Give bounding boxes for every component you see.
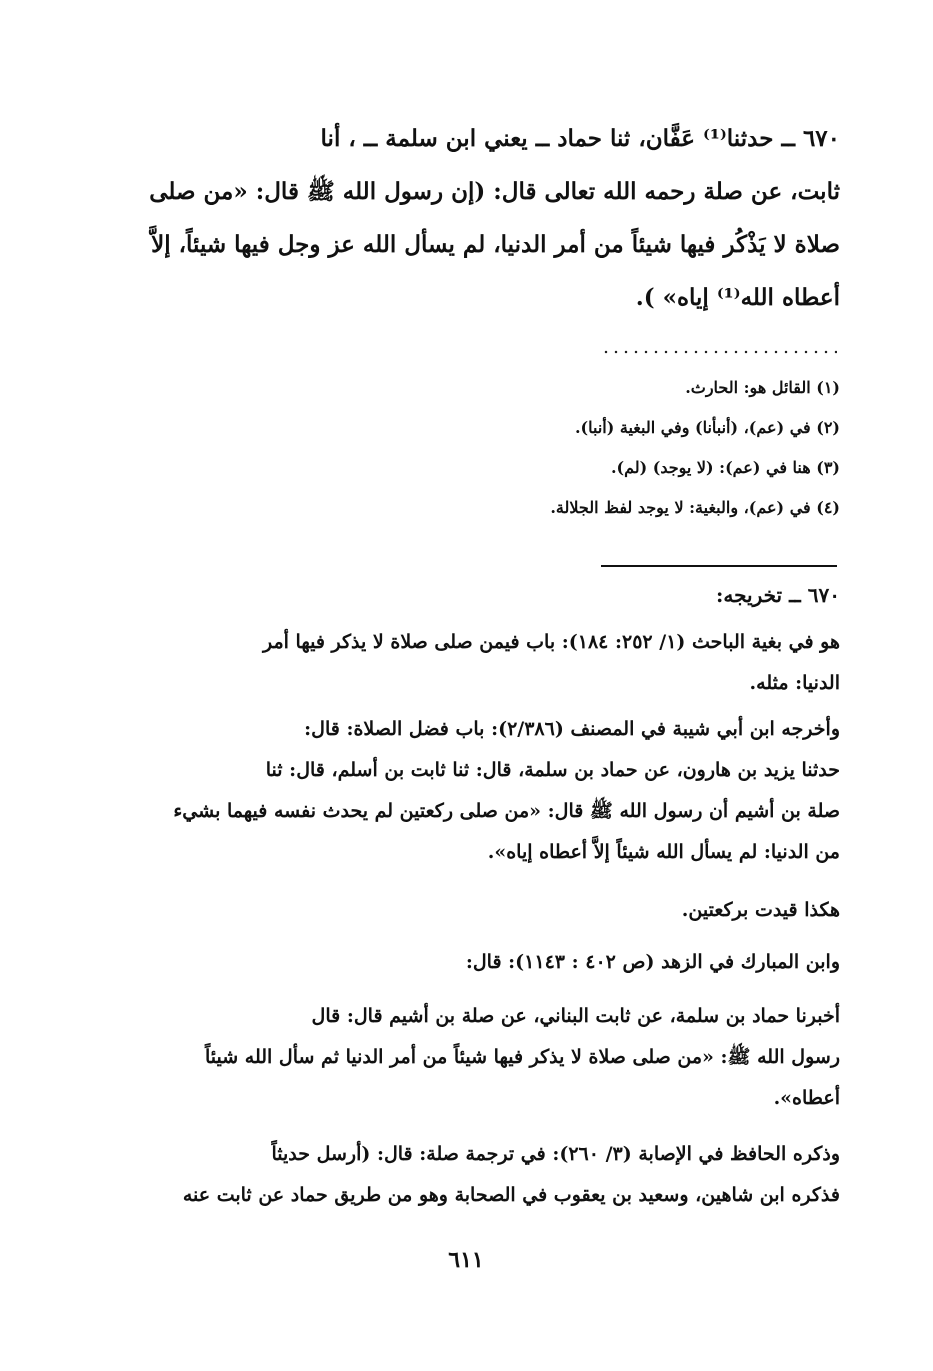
text-line: صلة بن أشيم أن رسول الله ﷺ قال: «من صلى ركعتين لم يحدث نفسه فيهما بشيء bbox=[173, 800, 840, 822]
page-number: ٦١١ bbox=[448, 1247, 484, 1273]
footnotes bbox=[300, 368, 840, 528]
footnote-item: (٣) هنا في (عم): (لا يوجد) (لم). bbox=[610, 458, 840, 477]
hadith-line: ثابت، عن صلة رحمه الله تعالى قال: (إن رسول الله ﷺ قال: «من صلى bbox=[149, 178, 840, 205]
takhrij-paragraph bbox=[112, 996, 840, 1119]
text-line: فذكره ابن شاهين، وسعيد بن يعقوب في الصحابة وهو من طريق حماد عن ثابت عنه bbox=[182, 1184, 840, 1206]
text-line: حدثنا يزيد بن هارون، عن حماد بن سلمة، قال: ثنا ثابت بن أسلم، قال: ثنا bbox=[265, 759, 840, 781]
footnote-separator-dots bbox=[601, 350, 837, 354]
footnote-item: (٤) في (عم)، والبغية: لا يوجد لفظ الجلالة. bbox=[550, 498, 840, 517]
takhrij-paragraph bbox=[112, 942, 840, 983]
takhrij-paragraph bbox=[112, 1134, 840, 1216]
text-line: وذكره الحافظ في الإصابة (٣/ ٢٦٠): في ترجمة صلة: قال: (أرسل حديثاً bbox=[271, 1143, 840, 1165]
text-line: وأخرجه ابن أبي شيبة في المصنف (٢/٣٨٦): باب فضل الصلاة: قال: bbox=[304, 718, 840, 740]
footnote-item: (١) القائل هو: الحارث. bbox=[685, 378, 840, 397]
text-line: هو في بغية الباحث (١/ ٢٥٢: ١٨٤): باب فيمن صلى صلاة لا يذكر فيها أمر bbox=[262, 631, 840, 653]
footnote-item: (٢) في (عم)، (أنبأنا) وفي البغية (أنبا). bbox=[574, 418, 840, 437]
hadith-line: صلاة لا يَذْكُر فيها شيئاً من أمر الدنيا، لم يسأل الله عز وجل فيها شيئاً، إلاَّ bbox=[151, 231, 840, 258]
text-line: الدنيا: مثله. bbox=[749, 672, 840, 694]
takhrij-heading: ٦٧٠ ــ تخريجه: bbox=[716, 583, 840, 607]
text-line: أعطاه». bbox=[773, 1087, 840, 1109]
hadith-line: ٦٧٠ ــ حدثنا⁽¹⁾ عَفَّان، ثنا حماد ــ يعني ابن سلمة ــ ، أنا bbox=[320, 125, 840, 152]
takhrij-paragraph bbox=[112, 622, 840, 704]
hadith-text bbox=[112, 112, 840, 324]
takhrij-paragraph bbox=[112, 890, 840, 931]
text-line: وابن المبارك في الزهد (ص ٤٠٢ : ١١٤٣): قال: bbox=[465, 951, 840, 973]
section-rule bbox=[601, 565, 837, 567]
text-line: رسول الله ﷺ: «من صلى صلاة لا يذكر فيها شيئاً من أمر الدنيا ثم سأل الله شيئاً bbox=[204, 1046, 840, 1068]
text-line: أخبرنا حماد بن سلمة، عن ثابت البناني، عن صلة بن أشيم قال: قال bbox=[311, 1005, 840, 1027]
text-line: من الدنيا: لم يسأل الله شيئاً إلاَّ أعطاه إياه». bbox=[487, 841, 840, 863]
takhrij-paragraph bbox=[112, 709, 840, 873]
hadith-line: أعطاه الله⁽¹⁾ إياه» ). bbox=[635, 284, 840, 311]
text-line: هكذا قيدت بركعتين. bbox=[681, 899, 840, 921]
